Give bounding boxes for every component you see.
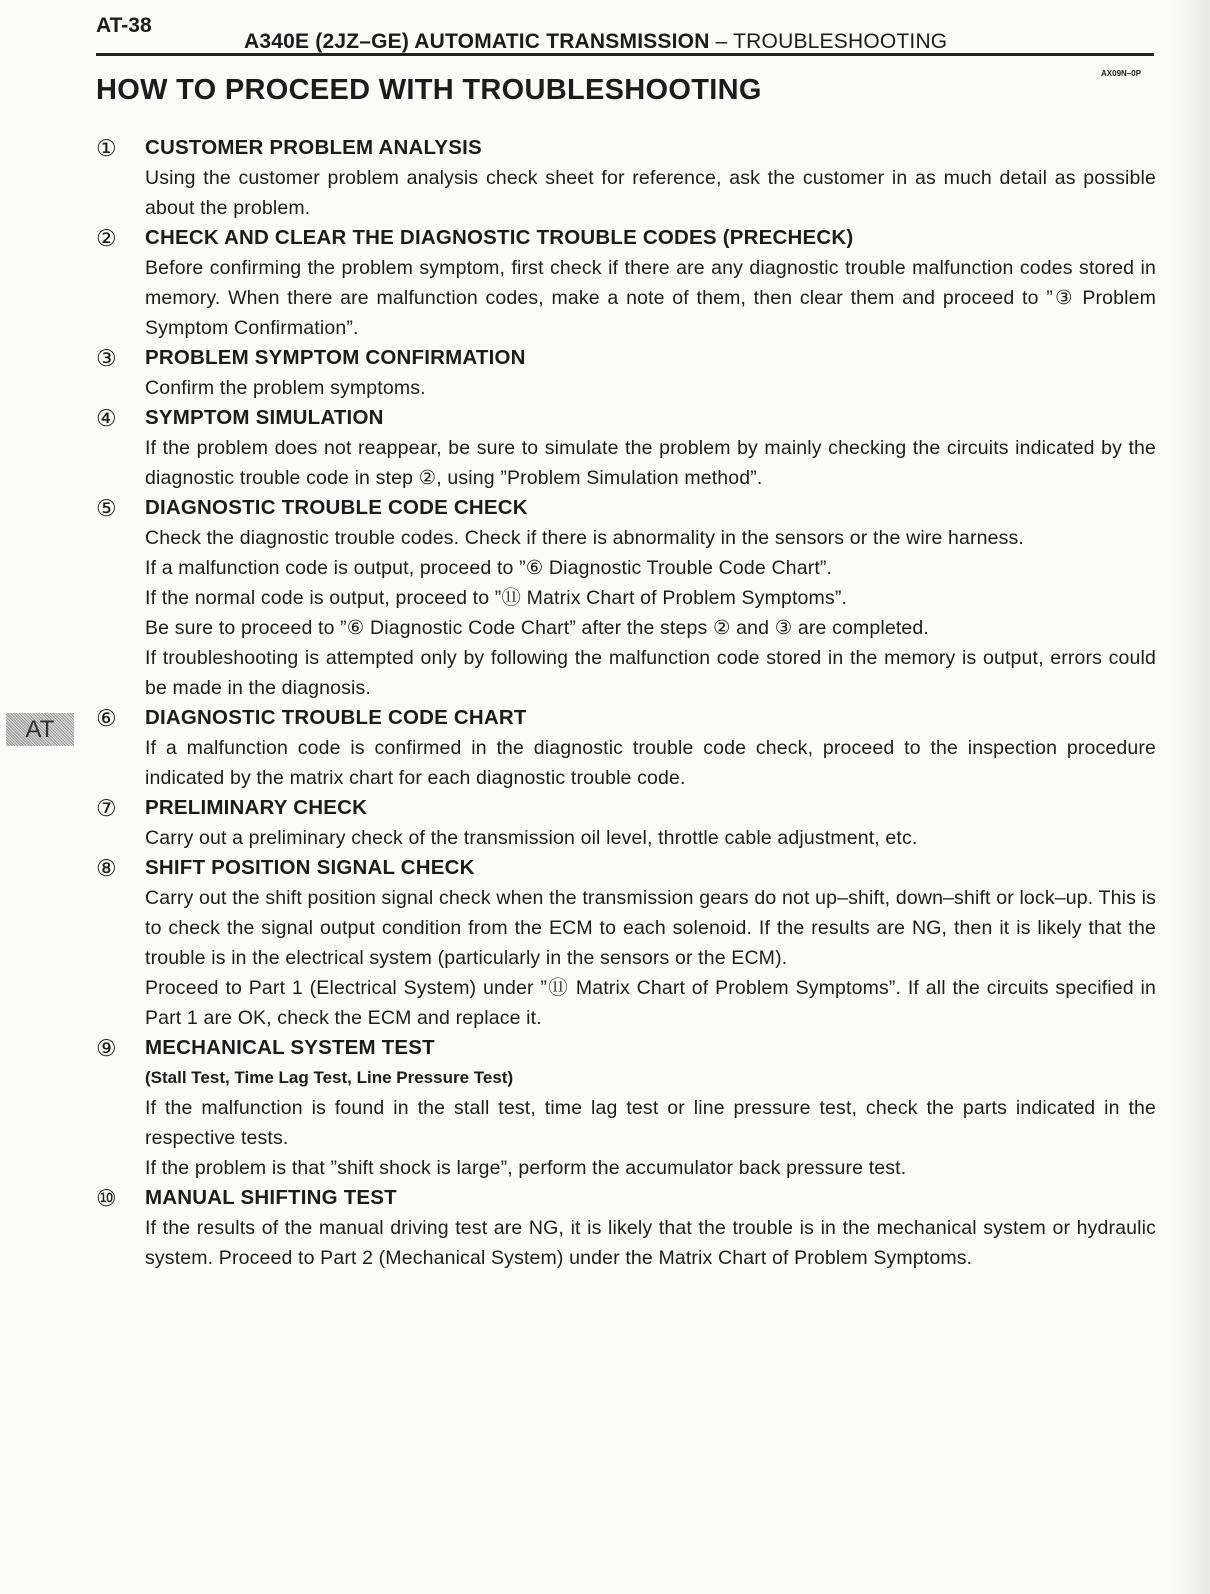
step-paragraph: If the problem is that ”shift shock is large”, perform the accumulator back pressure test. — [145, 1157, 907, 1179]
step-paragraph: If a malfunction code is output, proceed to ”⑥ Diagnostic Trouble Code Chart”. — [145, 557, 833, 579]
procedure-step — [96, 1033, 1156, 1183]
side-tab: AT — [6, 713, 74, 746]
step-number: ⑥ — [96, 705, 117, 731]
page-edge-shadow — [1170, 0, 1210, 1594]
header-separator: – — [709, 30, 734, 53]
procedure-step — [96, 133, 1156, 223]
step-title: SHIFT POSITION SIGNAL CHECK — [145, 856, 475, 879]
step-number: ⑩ — [96, 1185, 117, 1211]
step-number: ② — [96, 225, 117, 251]
step-number: ⑦ — [96, 795, 117, 821]
step-title: DIAGNOSTIC TROUBLE CODE CHART — [145, 706, 527, 729]
step-title: PRELIMINARY CHECK — [145, 796, 368, 819]
step-paragraph: If a malfunction code is confirmed in the diagnostic trouble code check, proceed to the inspection procedure indicated by the matrix chart for each diagnostic trouble code. — [145, 737, 1156, 789]
step-paragraph: If the problem does not reappear, be sure to simulate the problem by mainly checking the circuits indicated by the diagnostic trouble code in step ②, using ”Problem Simulation method”. — [145, 437, 1156, 489]
step-paragraph: Carry out the shift position signal check when the transmission gears do not up–shift, down–shift or lock–up. This is to check the signal output condition from the ECM to each solenoid. If the results are NG, then it is likely that the trouble is in the electrical system (particularly in the sensors or the ECM). — [145, 887, 1156, 969]
step-paragraph: Confirm the problem symptoms. — [145, 377, 426, 399]
step-number: ③ — [96, 345, 117, 371]
step-title: MANUAL SHIFTING TEST — [145, 1186, 397, 1209]
step-number: ④ — [96, 405, 117, 431]
step-subtitle: (Stall Test, Time Lag Test, Line Pressure Test) — [145, 1068, 514, 1087]
procedure-step — [96, 853, 1156, 1033]
step-title: CUSTOMER PROBLEM ANALYSIS — [145, 136, 482, 159]
step-paragraph: Before confirming the problem symptom, first check if there are any diagnostic trouble malfunction codes stored in memory. When there are malfunction codes, make a note of them, then clear them and proceed to ”③ Problem Symptom Confirmation”. — [145, 257, 1156, 339]
step-number: ⑧ — [96, 855, 117, 881]
procedure-list — [96, 133, 1156, 1273]
document-code: AX09N–0P — [1101, 69, 1142, 78]
procedure-step — [96, 403, 1156, 493]
step-paragraph: If the normal code is output, proceed to ”⑪ Matrix Chart of Problem Symptoms”. — [145, 587, 848, 609]
procedure-step — [96, 493, 1156, 703]
section-title: A340E (2JZ–GE) AUTOMATIC TRANSMISSION — [244, 30, 710, 53]
step-title: MECHANICAL SYSTEM TEST — [145, 1036, 435, 1059]
step-paragraph: Be sure to proceed to ”⑥ Diagnostic Code Chart” after the steps ② and ③ are completed. — [145, 617, 929, 639]
step-number: ① — [96, 135, 117, 161]
running-header — [244, 30, 947, 54]
procedure-step — [96, 1183, 1156, 1273]
step-paragraph: If the malfunction is found in the stall test, time lag test or line pressure test, check the parts indicated in the respective tests. — [145, 1097, 1156, 1149]
step-title: PROBLEM SYMPTOM CONFIRMATION — [145, 346, 526, 369]
procedure-step — [96, 343, 1156, 403]
procedure-step — [96, 223, 1156, 343]
procedure-step — [96, 793, 1156, 853]
step-paragraph: Proceed to Part 1 (Electrical System) under ”⑪ Matrix Chart of Problem Symptoms”. If all the circuits specified in Part 1 are OK, check the ECM and replace it. — [145, 977, 1156, 1029]
step-paragraph: Carry out a preliminary check of the transmission oil level, throttle cable adjustment, etc. — [145, 827, 918, 849]
step-title: DIAGNOSTIC TROUBLE CODE CHECK — [145, 496, 528, 519]
page-title: HOW TO PROCEED WITH TROUBLESHOOTING — [96, 74, 762, 106]
step-paragraph: If troubleshooting is attempted only by following the malfunction code stored in the memory is output, errors could be made in the diagnosis. — [145, 647, 1156, 699]
step-title: CHECK AND CLEAR THE DIAGNOSTIC TROUBLE CODES (PRECHECK) — [145, 226, 854, 249]
step-number: ⑤ — [96, 495, 117, 521]
step-number: ⑨ — [96, 1035, 117, 1061]
procedure-step — [96, 703, 1156, 793]
step-paragraph: If the results of the manual driving test are NG, it is likely that the trouble is in the mechanical system or hydraulic system. Proceed to Part 2 (Mechanical System) under the Matrix Chart of Problem Symptoms. — [145, 1217, 1156, 1269]
page-number: AT-38 — [96, 14, 152, 37]
step-paragraph: Using the customer problem analysis check sheet for reference, ask the customer in as much detail as possible about the problem. — [145, 167, 1156, 219]
subsection-title: TROUBLESHOOTING — [733, 30, 948, 53]
header-rule — [96, 53, 1154, 56]
step-paragraph: Check the diagnostic trouble codes. Check if there is abnormality in the sensors or the wire harness. — [145, 527, 1024, 549]
step-title: SYMPTOM SIMULATION — [145, 406, 384, 429]
